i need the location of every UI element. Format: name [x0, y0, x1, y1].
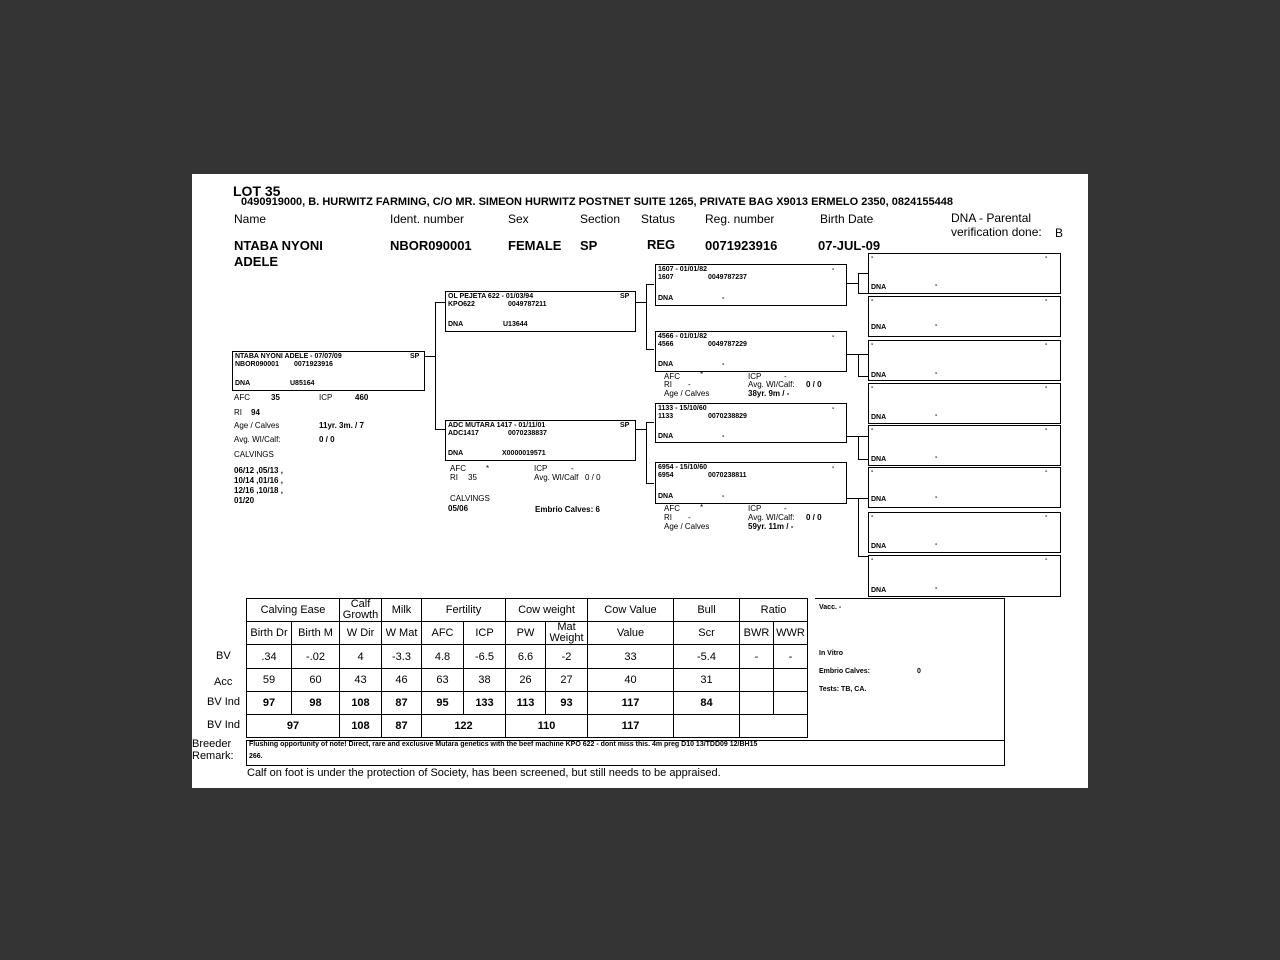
- table-cell: [774, 692, 808, 715]
- ggp-dna-label: DNA: [871, 587, 887, 594]
- table-cell: 117: [588, 692, 674, 715]
- col-group-header: Ratio: [740, 599, 808, 622]
- table-cell: -2: [546, 645, 588, 669]
- col-header: AFC: [422, 622, 464, 645]
- row-label-bvind: BV Ind: [207, 696, 241, 708]
- table-cell: 110: [506, 715, 588, 738]
- table-cell: [740, 669, 774, 692]
- connector: [435, 429, 445, 430]
- table-cell: 97: [247, 692, 292, 715]
- ggp-dna: -: [935, 322, 938, 329]
- ggp-section: -: [1045, 297, 1048, 304]
- gp-afc-label: AFC: [664, 504, 680, 513]
- table-cell: 113: [506, 692, 546, 715]
- animal-birth: 07-JUL-09: [818, 238, 881, 253]
- gp-wi-label: Avg. WI/Calf:: [748, 513, 795, 522]
- side-info-box: [815, 598, 1005, 741]
- gp-reg: 0049787229: [708, 341, 747, 348]
- sire-dna-label: DNA: [448, 321, 464, 328]
- col-group-header: Cow weight: [506, 599, 588, 622]
- breeding-values-table: [246, 598, 808, 738]
- ggp-dna: -: [935, 494, 938, 501]
- gp-dna-label: DNA: [658, 295, 674, 302]
- breeder-remark-label: Remark:: [192, 750, 234, 762]
- subject-icp: 460: [355, 393, 369, 402]
- col-header: PW: [506, 622, 546, 645]
- table-cell: -.02: [292, 645, 340, 669]
- pedigree-box-great-grandparent: [868, 296, 1061, 337]
- col-header: ICP: [464, 622, 506, 645]
- col-header: Scr: [674, 622, 740, 645]
- vacc-info: Vacc. -: [819, 604, 842, 611]
- subject-age: 11yr. 3m. / 7: [319, 421, 364, 430]
- col-header: Birth M: [292, 622, 340, 645]
- table-cell: 4: [340, 645, 382, 669]
- connector: [858, 273, 868, 274]
- connector: [646, 483, 654, 484]
- row-label-acc: Acc: [214, 676, 233, 688]
- label-birth: Birth Date: [820, 212, 874, 226]
- gp-dna: -: [722, 361, 725, 368]
- table-cell: .34: [247, 645, 292, 669]
- table-row-acc: [247, 669, 808, 692]
- ggp-name: -: [871, 556, 874, 563]
- gp-section: -: [832, 405, 835, 412]
- col-group-header: Calving Ease: [247, 599, 340, 622]
- pedigree-box-subject: [232, 351, 425, 391]
- gp-ident: 4566: [658, 341, 674, 348]
- tests-info: Tests: TB, CA.: [819, 686, 867, 693]
- ggp-name: -: [871, 513, 874, 520]
- subject-dna-label: DNA: [235, 380, 251, 387]
- pedigree-box-great-grandparent: [868, 253, 1061, 294]
- ggp-dna-label: DNA: [871, 324, 887, 331]
- table-cell: -: [740, 645, 774, 669]
- table-cell: 87: [382, 715, 422, 738]
- table-cell: -3.3: [382, 645, 422, 669]
- table-subheader-row: [247, 622, 808, 645]
- connector: [858, 354, 868, 355]
- breeder-remark-line: 266.: [249, 753, 263, 760]
- pedigree-box-grandparent: [655, 264, 847, 306]
- connector: [636, 429, 646, 430]
- table-cell: 97: [247, 715, 340, 738]
- gp-icp: -: [784, 504, 787, 513]
- col-header: W Dir: [340, 622, 382, 645]
- gp-wi: 0 / 0: [806, 513, 822, 522]
- pedigree-box-great-grandparent: [868, 425, 1061, 466]
- gp-afc: *: [700, 370, 704, 379]
- gp-ident: 1133: [658, 413, 674, 420]
- sire-reg: 0049787211: [508, 301, 547, 308]
- gp-title: 1133 - 15/10/60: [658, 405, 707, 412]
- pedigree-box-grandparent: [655, 403, 847, 443]
- dam-calvings: 05/06: [448, 504, 469, 513]
- connector: [646, 422, 654, 423]
- connector: [858, 376, 868, 377]
- ggp-name: -: [871, 468, 874, 475]
- dam-afc: *: [486, 464, 490, 473]
- table-cell: 4.8: [422, 645, 464, 669]
- footer-note: Calf on foot is under the protection of Society, has been screened, but still needs to be appraised.: [247, 767, 721, 779]
- breeder-remark-label: Breeder: [192, 738, 232, 750]
- gp-ri-label: RI: [664, 513, 672, 522]
- col-header: WWR: [774, 622, 808, 645]
- connector: [858, 354, 859, 376]
- gp-afc-label: AFC: [664, 372, 680, 381]
- ggp-dna-label: DNA: [871, 496, 887, 503]
- table-cell: 95: [422, 692, 464, 715]
- ggp-dna-label: DNA: [871, 456, 887, 463]
- connector: [847, 283, 858, 284]
- table-cell: 98: [292, 692, 340, 715]
- table-cell: [774, 669, 808, 692]
- gp-dna: -: [722, 493, 725, 500]
- gp-dna-label: DNA: [658, 433, 674, 440]
- connector: [858, 293, 868, 294]
- subject-reg: 0071923916: [294, 361, 333, 368]
- table-cell: 108: [340, 692, 382, 715]
- ggp-section: -: [1045, 384, 1048, 391]
- subject-calvings-line: 06/12 ,05/13 ,: [234, 466, 283, 475]
- ggp-dna: -: [935, 585, 938, 592]
- pedigree-box-great-grandparent: [868, 383, 1061, 424]
- ggp-section: -: [1045, 468, 1048, 475]
- gp-reg: 0049787237: [708, 274, 747, 281]
- dam-reg: 0070238837: [508, 430, 547, 437]
- label-dna-parental: DNA - Parental: [951, 211, 1032, 225]
- dam-wi-label: Avg. WI/Calf: [534, 473, 579, 482]
- table-row-bv: [247, 645, 808, 669]
- subject-age-label: Age / Calves: [234, 421, 280, 430]
- pedigree-box-great-grandparent: [868, 512, 1061, 553]
- embrio-calves-label: Embrio Calves:: [819, 668, 870, 675]
- row-label-bvind: BV Ind: [207, 719, 241, 731]
- connector: [847, 498, 858, 499]
- table-cell: 133: [464, 692, 506, 715]
- dam-embrio-calves: Embrio Calves: 6: [535, 505, 600, 514]
- gp-wi-label: Avg. WI/Calf:: [748, 380, 795, 389]
- connector: [858, 459, 868, 460]
- table-cell: 60: [292, 669, 340, 692]
- gp-age-label: Age / Calves: [664, 389, 710, 398]
- pedigree-box-great-grandparent: [868, 555, 1061, 597]
- ggp-dna-label: DNA: [871, 543, 887, 550]
- gp-icp: -: [784, 372, 787, 381]
- subject-calvings-line: 10/14 ,01/16 ,: [234, 476, 283, 485]
- ggp-name: -: [871, 341, 874, 348]
- gp-dna-label: DNA: [658, 361, 674, 368]
- connector: [425, 356, 435, 357]
- pedigree-box-sire: [445, 291, 636, 332]
- col-header: Value: [588, 622, 674, 645]
- col-header: W Mat: [382, 622, 422, 645]
- table-cell: 59: [247, 669, 292, 692]
- label-sex: Sex: [508, 212, 529, 226]
- table-cell: 93: [546, 692, 588, 715]
- subject-ri: 94: [251, 408, 260, 417]
- gp-dna: -: [722, 433, 725, 440]
- sire-title: OL PEJETA 622 - 01/03/94: [448, 293, 534, 300]
- gp-section: -: [832, 464, 835, 471]
- ggp-dna: -: [935, 541, 938, 548]
- ggp-name: -: [871, 426, 874, 433]
- subject-dna: U85164: [290, 380, 315, 387]
- connector: [646, 284, 654, 285]
- pedigree-box-dam: [445, 420, 636, 461]
- ggp-name: -: [871, 254, 874, 261]
- dam-dna-label: DNA: [448, 450, 464, 457]
- table-cell: 63: [422, 669, 464, 692]
- dam-ri-label: RI: [450, 473, 458, 482]
- label-reg: Reg. number: [705, 212, 775, 226]
- ggp-name: -: [871, 297, 874, 304]
- table-cell: 87: [382, 692, 422, 715]
- table-cell: -5.4: [674, 645, 740, 669]
- dam-ri: 35: [468, 473, 477, 482]
- animal-section: SP: [580, 238, 598, 253]
- gp-section: -: [832, 266, 835, 273]
- dam-title: ADC MUTARA 1417 - 01/11/01: [448, 422, 546, 429]
- gp-dna: -: [722, 295, 725, 302]
- table-cell: -6.5: [464, 645, 506, 669]
- table-cell: 38: [464, 669, 506, 692]
- connector: [858, 498, 868, 499]
- animal-name-1: NTABA NYONI: [234, 238, 323, 253]
- gp-afc: *: [700, 503, 704, 512]
- subject-icp-label: ICP: [319, 393, 333, 402]
- table-cell: 26: [506, 669, 546, 692]
- table-cell: 43: [340, 669, 382, 692]
- animal-sex: FEMALE: [508, 238, 562, 253]
- col-header: Birth Dr: [247, 622, 292, 645]
- col-group-header: Cow Value: [588, 599, 674, 622]
- animal-name-2: ADELE: [234, 254, 279, 269]
- table-cell: 33: [588, 645, 674, 669]
- connector: [858, 436, 859, 459]
- pedigree-sheet: [192, 174, 1088, 788]
- dna-flag: B: [1055, 226, 1064, 240]
- dam-section: SP: [620, 422, 630, 429]
- pedigree-box-great-grandparent: [868, 340, 1061, 381]
- col-header: BWR: [740, 622, 774, 645]
- animal-reg: 0071923916: [705, 238, 778, 253]
- label-status: Status: [641, 212, 676, 226]
- dam-icp: -: [571, 464, 574, 473]
- gp-ri: -: [688, 380, 691, 389]
- ggp-dna: -: [935, 282, 938, 289]
- table-cell: 46: [382, 669, 422, 692]
- dam-calvings-label: CALVINGS: [450, 494, 490, 503]
- dam-dna: X0000019571: [502, 450, 546, 457]
- table-row-bvind: [247, 692, 808, 715]
- table-cell: 122: [422, 715, 506, 738]
- ggp-section: -: [1045, 254, 1048, 261]
- pedigree-box-grandparent: [655, 331, 847, 372]
- lot-number: LOT 35: [233, 183, 281, 199]
- connector: [858, 498, 859, 556]
- gp-age: 38yr. 9m / -: [748, 389, 790, 398]
- col-group-header: Calf Growth: [340, 599, 382, 622]
- connector: [858, 556, 868, 557]
- col-group-header: Milk: [382, 599, 422, 622]
- table-cell: [740, 692, 774, 715]
- label-dna-verification: verification done:: [951, 225, 1042, 239]
- embrio-calves-value: 0: [917, 668, 921, 675]
- gp-age: 59yr. 11m / -: [748, 522, 794, 531]
- label-ident: Ident. number: [390, 212, 465, 226]
- col-header: Mat Weight: [546, 622, 588, 645]
- label-section: Section: [580, 212, 621, 226]
- connector: [636, 302, 646, 303]
- sire-section: SP: [620, 293, 630, 300]
- gp-reg: 0070238811: [708, 472, 747, 479]
- ggp-dna-label: DNA: [871, 414, 887, 421]
- subject-calvings-line: 12/16 ,10/18 ,: [234, 486, 283, 495]
- row-label-bv: BV: [216, 650, 231, 662]
- table-cell: 27: [546, 669, 588, 692]
- subject-ident: NBOR090001: [235, 361, 279, 368]
- subject-wi-label: Avg. WI/Calf:: [234, 435, 281, 444]
- col-group-header: Fertility: [422, 599, 506, 622]
- owner-info: 0490919000, B. HURWITZ FARMING, C/O MR. SIMEON HURWITZ POSTNET SUITE 1265, PRIVATE BAG X9013 ERMELO 2350, 0824155448: [241, 196, 953, 208]
- connector: [858, 273, 859, 293]
- connector: [646, 284, 647, 350]
- gp-ident: 1607: [658, 274, 674, 281]
- connector: [847, 354, 858, 355]
- connector: [435, 302, 445, 303]
- subject-calvings-line: 01/20: [234, 496, 255, 505]
- table-cell: 84: [674, 692, 740, 715]
- gp-ident: 6954: [658, 472, 674, 479]
- breeder-remark-box: [246, 740, 1005, 766]
- pedigree-box-great-grandparent: [868, 467, 1061, 508]
- gp-reg: 0070238829: [708, 413, 747, 420]
- table-cell: 6.6: [506, 645, 546, 669]
- connector: [858, 436, 868, 437]
- subject-ri-label: RI: [234, 408, 242, 417]
- sire-ident: KPO622: [448, 301, 475, 308]
- animal-ident: NBOR090001: [390, 238, 472, 253]
- table-header-row: [247, 599, 808, 622]
- subject-calvings-label: CALVINGS: [234, 450, 274, 459]
- gp-title: 6954 - 15/10/60: [658, 464, 708, 471]
- subject-title: NTABA NYONI ADELE - 07/07/09: [235, 353, 342, 360]
- connector: [435, 302, 436, 430]
- connector: [646, 422, 647, 484]
- ggp-section: -: [1045, 341, 1048, 348]
- table-cell: 40: [588, 669, 674, 692]
- table-cell: -: [774, 645, 808, 669]
- dam-wi: 0 / 0: [585, 473, 601, 482]
- subject-section: SP: [410, 353, 420, 360]
- pedigree-box-grandparent: [655, 462, 847, 504]
- table-cell: 31: [674, 669, 740, 692]
- animal-status: REG: [647, 237, 676, 252]
- gp-icp-label: ICP: [748, 372, 762, 381]
- ggp-name: -: [871, 384, 874, 391]
- subject-wi: 0 / 0: [319, 435, 335, 444]
- subject-afc-label: AFC: [234, 393, 250, 402]
- table-row-bvind-grouped: [247, 715, 808, 738]
- ggp-dna-label: DNA: [871, 372, 887, 379]
- gp-title: 4566 - 01/01/82: [658, 333, 708, 340]
- gp-age-label: Age / Calves: [664, 522, 710, 531]
- gp-ri-label: RI: [664, 380, 672, 389]
- in-vitro: In Vitro: [819, 650, 843, 657]
- connector: [847, 436, 858, 437]
- gp-title: 1607 - 01/01/82: [658, 266, 708, 273]
- table-cell: [740, 715, 808, 738]
- ggp-section: -: [1045, 556, 1048, 563]
- ggp-section: -: [1045, 426, 1048, 433]
- gp-icp-label: ICP: [748, 504, 762, 513]
- dam-ident: ADC1417: [448, 430, 479, 437]
- ggp-dna-label: DNA: [871, 284, 887, 291]
- gp-ri: -: [688, 513, 691, 522]
- gp-section: -: [832, 333, 835, 340]
- table-cell: 108: [340, 715, 382, 738]
- label-name: Name: [234, 212, 267, 226]
- col-group-header: Bull: [674, 599, 740, 622]
- ggp-dna: -: [935, 412, 938, 419]
- connector: [646, 349, 654, 350]
- ggp-dna: -: [935, 370, 938, 377]
- table-cell: 117: [588, 715, 674, 738]
- subject-afc: 35: [271, 393, 280, 402]
- gp-dna-label: DNA: [658, 493, 674, 500]
- breeder-remark-line: Flushing opportunity of note! Direct, rare and exclusive Mutara genetics with the beef machine KPO 622 - dont miss this. 4m preg D10 13/TDD09 12/BH15: [249, 741, 758, 748]
- ggp-dna: -: [935, 454, 938, 461]
- dam-afc-label: AFC: [450, 464, 466, 473]
- table-cell: [674, 715, 740, 738]
- ggp-section: -: [1045, 513, 1048, 520]
- gp-wi: 0 / 0: [806, 380, 822, 389]
- dam-icp-label: ICP: [534, 464, 548, 473]
- sire-dna: U13644: [503, 321, 528, 328]
